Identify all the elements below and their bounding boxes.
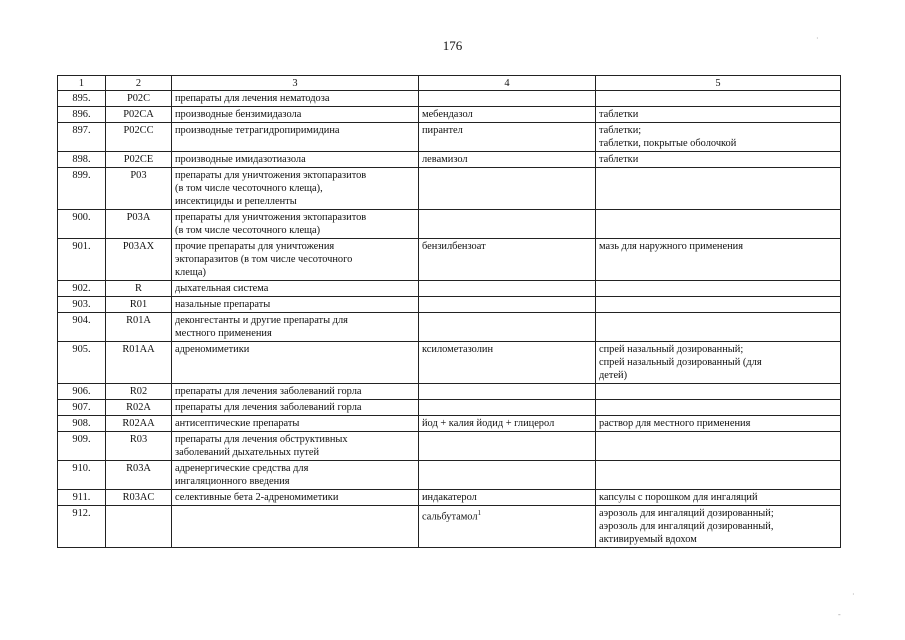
row-number-cell — [58, 400, 106, 416]
column-header: 2 — [106, 76, 172, 91]
atc-code-cell-text: P03AX — [122, 241, 155, 252]
dosage-form-cell — [596, 384, 841, 400]
drug-name-cell — [419, 342, 596, 384]
row-number-cell — [58, 152, 106, 168]
drug-name-cell — [419, 107, 596, 123]
row-number-cell — [58, 91, 106, 107]
anatomical-group-cell-text: деконгестанты и другие препараты для местного применения — [175, 315, 348, 339]
dosage-form-cell — [596, 313, 841, 342]
atc-code-cell — [106, 239, 172, 281]
atc-code-cell — [106, 400, 172, 416]
atc-code-cell — [106, 506, 172, 548]
atc-code-cell — [106, 210, 172, 239]
anatomical-group-cell — [172, 342, 419, 384]
table-row — [58, 210, 841, 239]
anatomical-group-cell — [172, 107, 419, 123]
dosage-form-cell — [596, 91, 841, 107]
row-number-cell-text: 909. — [72, 434, 91, 445]
drug-name-cell — [419, 461, 596, 490]
atc-code-cell-text: R03 — [129, 434, 148, 445]
anatomical-group-cell — [172, 416, 419, 432]
drug-name-cell-text: бензилбензоат — [422, 241, 486, 252]
anatomical-group-cell-text: препараты для лечения обструктивных заболеваний дыхательных путей — [175, 434, 348, 458]
row-number-cell-text: 895. — [72, 93, 91, 104]
atc-code-cell — [106, 416, 172, 432]
atc-code-cell — [106, 281, 172, 297]
footnote-marker: 1 — [477, 509, 482, 517]
atc-code-cell — [106, 461, 172, 490]
row-number-cell — [58, 239, 106, 281]
row-number-cell-text: 910. — [72, 463, 91, 474]
row-number-cell — [58, 210, 106, 239]
anatomical-group-cell-text: селективные бета 2-адреномиметики — [175, 492, 339, 503]
table-row — [58, 107, 841, 123]
drug-name-cell — [419, 416, 596, 432]
anatomical-group-cell-text: адренергические средства для ингаляционного введения — [175, 463, 309, 487]
anatomical-group-cell-text: производные имидазотиазола — [175, 154, 306, 165]
atc-code-cell-text: P02CC — [123, 125, 154, 136]
row-number-cell-text: 900. — [72, 212, 91, 223]
dosage-form-cell — [596, 107, 841, 123]
anatomical-group-cell — [172, 239, 419, 281]
column-header: 1 — [58, 76, 106, 91]
table-row — [58, 490, 841, 506]
dosage-form-cell — [596, 342, 841, 384]
anatomical-group-cell-text: препараты для лечения заболеваний горла — [175, 386, 362, 397]
atc-code-cell-text: R03A — [126, 463, 151, 474]
anatomical-group-cell — [172, 91, 419, 107]
row-number-cell — [58, 313, 106, 342]
dosage-form-cell — [596, 506, 841, 548]
drug-name-cell — [419, 384, 596, 400]
row-number-cell — [58, 342, 106, 384]
drug-table — [57, 75, 841, 548]
row-number-cell — [58, 168, 106, 210]
scan-mark: - — [838, 610, 841, 619]
anatomical-group-cell-text: прочие препараты для уничтожения эктопаразитов (в том числе чесоточного клеща) — [175, 241, 353, 278]
dosage-form-cell — [596, 281, 841, 297]
table-row — [58, 313, 841, 342]
atc-code-cell — [106, 152, 172, 168]
anatomical-group-cell — [172, 461, 419, 490]
atc-code-cell — [106, 384, 172, 400]
dosage-form-cell-text: капсулы с порошком для ингаляций — [599, 492, 758, 503]
atc-code-cell — [106, 123, 172, 152]
drug-name-cell-text: левамизол — [422, 154, 468, 165]
dosage-form-cell — [596, 416, 841, 432]
table-row — [58, 297, 841, 313]
row-number-cell — [58, 123, 106, 152]
dosage-form-cell — [596, 490, 841, 506]
row-number-cell-text: 907. — [72, 402, 91, 413]
table-row — [58, 432, 841, 461]
atc-code-cell-text: R01A — [126, 315, 151, 326]
anatomical-group-cell-text: препараты для уничтожения эктопаразитов (в том числе чесоточного клеща), инсектициды и репелленты — [175, 170, 367, 207]
atc-code-cell-text: R01 — [129, 299, 148, 310]
anatomical-group-cell-text: производные тетрагидропиримидина — [175, 125, 340, 136]
atc-code-cell — [106, 297, 172, 313]
anatomical-group-cell — [172, 297, 419, 313]
drug-name-cell — [419, 313, 596, 342]
atc-code-cell-text: P02C — [126, 93, 151, 104]
dosage-form-cell — [596, 152, 841, 168]
row-number-cell — [58, 506, 106, 548]
row-number-cell-text: 912. — [72, 508, 91, 519]
row-number-cell — [58, 461, 106, 490]
drug-name-cell-text: мебендазол — [422, 109, 473, 120]
drug-name-cell — [419, 239, 596, 281]
atc-code-cell-text: R02 — [129, 386, 148, 397]
row-number-cell — [58, 432, 106, 461]
anatomical-group-cell-text: препараты для уничтожения эктопаразитов (в том числе чесоточного клеща) — [175, 212, 367, 236]
anatomical-group-cell — [172, 506, 419, 548]
row-number-cell-text: 898. — [72, 154, 91, 165]
atc-code-cell-text: P03A — [126, 212, 151, 223]
drug-name-cell — [419, 168, 596, 210]
anatomical-group-cell — [172, 152, 419, 168]
column-header: 4 — [419, 76, 596, 91]
anatomical-group-cell — [172, 400, 419, 416]
row-number-cell-text: 905. — [72, 344, 91, 355]
atc-code-cell — [106, 490, 172, 506]
scan-mark: · — [816, 34, 819, 43]
anatomical-group-cell — [172, 313, 419, 342]
anatomical-group-cell — [172, 384, 419, 400]
dosage-form-cell — [596, 239, 841, 281]
column-header: 5 — [596, 76, 841, 91]
anatomical-group-cell — [172, 432, 419, 461]
atc-code-cell — [106, 107, 172, 123]
anatomical-group-cell — [172, 281, 419, 297]
table-row — [58, 506, 841, 548]
drug-name-cell — [419, 506, 596, 548]
atc-code-cell — [106, 91, 172, 107]
drug-name-cell — [419, 210, 596, 239]
table-header-row — [58, 76, 841, 91]
dosage-form-cell-text: таблетки — [599, 154, 639, 165]
drug-name-cell — [419, 152, 596, 168]
dosage-form-cell — [596, 432, 841, 461]
row-number-cell — [58, 416, 106, 432]
table-row — [58, 416, 841, 432]
row-number-cell — [58, 281, 106, 297]
atc-code-cell — [106, 432, 172, 461]
atc-code-cell — [106, 313, 172, 342]
dosage-form-cell-text: спрей назальный дозированный; спрей назальный дозированный (для детей) — [599, 344, 762, 381]
drug-name-cell-text: ксилометазолин — [422, 344, 494, 355]
table-row — [58, 168, 841, 210]
atc-code-cell-text: R02AA — [122, 418, 155, 429]
table-row — [58, 281, 841, 297]
row-number-cell-text: 897. — [72, 125, 91, 136]
dosage-form-cell-text: аэрозоль для ингаляций дозированный; аэрозоль для ингаляций дозированный, активируемый вдохом — [599, 508, 774, 545]
anatomical-group-cell — [172, 123, 419, 152]
atc-code-cell-text: R02A — [126, 402, 151, 413]
drug-name-cell-text: сальбутамол — [422, 511, 478, 523]
drug-name-cell — [419, 297, 596, 313]
atc-code-cell-text: P03 — [130, 170, 147, 181]
atc-code-cell-text: R — [135, 283, 142, 294]
table-row — [58, 91, 841, 107]
page-number: 176 — [442, 38, 463, 53]
dosage-form-cell — [596, 400, 841, 416]
table-body — [58, 91, 841, 548]
dosage-form-cell-text: раствор для местного применения — [599, 418, 751, 429]
drug-name-cell — [419, 91, 596, 107]
anatomical-group-cell-text: адреномиметики — [175, 344, 250, 355]
row-number-cell-text: 904. — [72, 315, 91, 326]
row-number-cell-text: 911. — [72, 492, 91, 503]
row-number-cell — [58, 107, 106, 123]
atc-code-cell — [106, 168, 172, 210]
row-number-cell-text: 906. — [72, 386, 91, 397]
drug-name-cell — [419, 281, 596, 297]
row-number-cell-text: 903. — [72, 299, 91, 310]
drug-name-cell — [419, 432, 596, 461]
row-number-cell-text: 901. — [72, 241, 91, 252]
dosage-form-cell — [596, 297, 841, 313]
atc-code-cell-text: P02CA — [123, 109, 154, 120]
dosage-form-cell-text: мазь для наружного применения — [599, 241, 744, 252]
anatomical-group-cell-text: антисептические препараты — [175, 418, 300, 429]
dosage-form-cell — [596, 168, 841, 210]
table-row — [58, 123, 841, 152]
anatomical-group-cell-text: назальные препараты — [175, 299, 271, 310]
row-number-cell — [58, 384, 106, 400]
dosage-form-cell — [596, 210, 841, 239]
anatomical-group-cell — [172, 490, 419, 506]
anatomical-group-cell-text: дыхательная система — [175, 283, 269, 294]
anatomical-group-cell-text: препараты для лечения заболеваний горла — [175, 402, 362, 413]
drug-name-cell-text: йод + калия йодид + глицерол — [422, 418, 555, 429]
drug-name-cell — [419, 123, 596, 152]
row-number-cell-text: 896. — [72, 109, 91, 120]
table-row — [58, 384, 841, 400]
dosage-form-cell-text: таблетки — [599, 109, 639, 120]
table-row — [58, 152, 841, 168]
dosage-form-cell — [596, 461, 841, 490]
table-row — [58, 342, 841, 384]
table-row — [58, 400, 841, 416]
row-number-cell — [58, 490, 106, 506]
column-header: 3 — [172, 76, 419, 91]
dosage-form-cell-text: таблетки; таблетки, покрытые оболочкой — [599, 125, 737, 149]
anatomical-group-cell — [172, 168, 419, 210]
anatomical-group-cell-text: препараты для лечения нематодоза — [175, 93, 330, 104]
row-number-cell-text: 899. — [72, 170, 91, 181]
table-row — [58, 239, 841, 281]
row-number-cell-text: 902. — [72, 283, 91, 294]
drug-name-cell-text: индакатерол — [422, 492, 477, 503]
table-row — [58, 461, 841, 490]
dosage-form-cell — [596, 123, 841, 152]
atc-code-cell-text: R03AC — [122, 492, 155, 503]
drug-name-cell — [419, 400, 596, 416]
atc-code-cell — [106, 342, 172, 384]
atc-code-cell-text: R01AA — [122, 344, 155, 355]
anatomical-group-cell — [172, 210, 419, 239]
atc-code-cell-text: P02CE — [123, 154, 154, 165]
drug-name-cell-text: пирантел — [422, 125, 463, 136]
drug-name-cell — [419, 490, 596, 506]
row-number-cell-text: 908. — [72, 418, 91, 429]
row-number-cell — [58, 297, 106, 313]
scan-mark: · — [852, 590, 855, 599]
anatomical-group-cell-text: производные бензимидазола — [175, 109, 302, 120]
